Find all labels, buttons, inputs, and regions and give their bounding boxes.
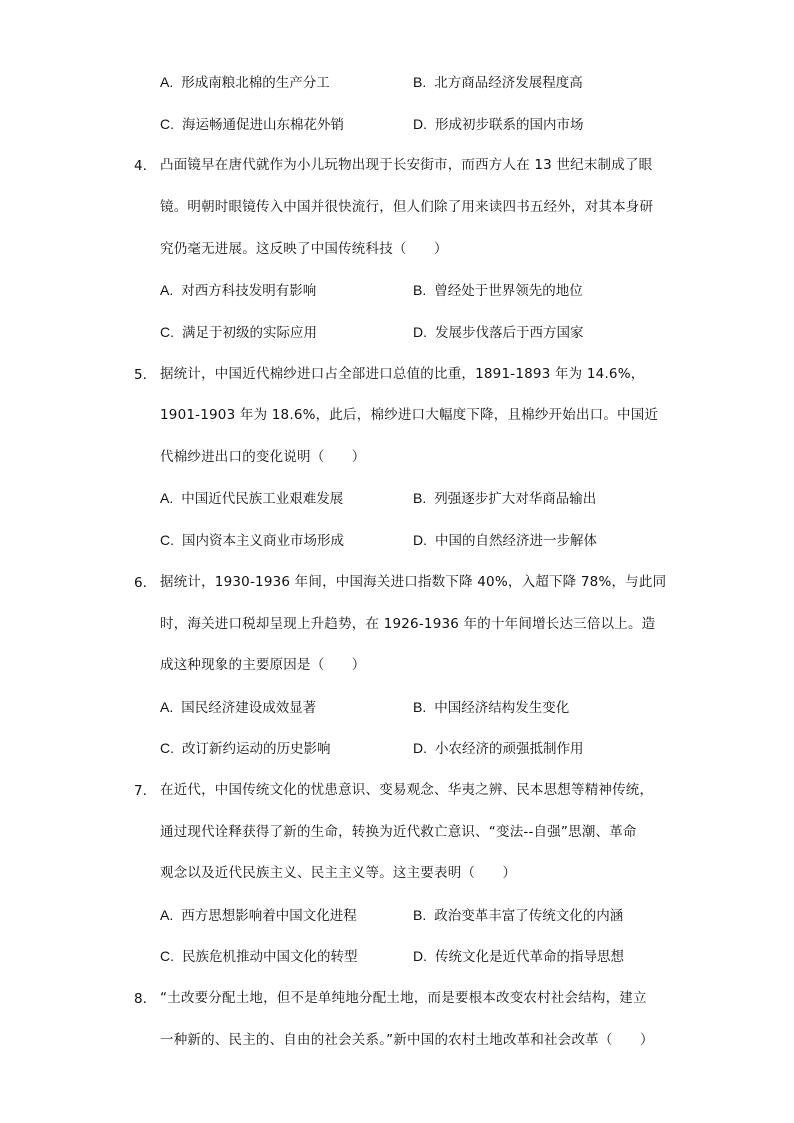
option-text: 政治变革丰富了传统文化的内涵 (434, 908, 624, 924)
option-text: 小农经济的顽强抵制作用 (435, 741, 584, 757)
option-text: 中国经济结构发生变化 (434, 700, 570, 716)
option-text: 形成南粮北棉的生产分工 (181, 75, 330, 91)
q4-option-a (160, 280, 316, 301)
q4-option-b (413, 280, 583, 301)
option-text: 对西方科技发明有影响 (181, 283, 317, 299)
option-text: 海运畅通促进山东棉花外销 (182, 117, 344, 133)
option-letter: C. (160, 324, 174, 340)
option-letter: C. (160, 116, 174, 132)
q6-number: 6. (134, 575, 147, 591)
option-text: 形成初步联系的国内市场 (435, 117, 584, 133)
q8-stem-line-1: “土改要分配土地，但不是单纯地分配土地，而是要根本改变农村社会结构，建立 (160, 990, 647, 1006)
option-letter: A. (160, 490, 174, 506)
option-text: 改订新约运动的历史影响 (182, 741, 331, 757)
q5-option-c (160, 530, 344, 551)
q4-stem-line-3: 究仍毫无进展。这反映了中国传统科技（ ） (160, 241, 448, 257)
option-letter: C. (160, 740, 174, 756)
q3-option-c (160, 114, 344, 135)
q5-stem-line-2: 1901-1903 年为 18.6%，此后，棉纱进口大幅度下降，且棉纱开始出口。中国近 (160, 407, 659, 423)
option-letter: B. (413, 282, 427, 298)
q6-option-d (413, 738, 584, 759)
option-letter: A. (160, 699, 174, 715)
option-text: 曾经处于世界领先的地位 (434, 283, 583, 299)
option-text: 北方商品经济发展程度高 (434, 75, 583, 91)
option-letter: D. (413, 116, 427, 132)
q5-option-a (160, 488, 343, 509)
option-letter: C. (160, 948, 174, 964)
option-letter: B. (413, 907, 427, 923)
q5-stem-line-1: 据统计，中国近代棉纱进口占全部进口总值的比重，1891-1893 年为 14.6%， (160, 366, 645, 382)
option-text: 国内资本主义商业市场形成 (182, 533, 344, 549)
q6-stem-line-2: 时，海关进口税却呈现上升趋势，在 1926-1936 年的十年间增长达三倍以上。造 (160, 616, 656, 632)
option-letter: D. (413, 948, 427, 964)
q6-option-b (413, 697, 569, 718)
option-text: 国民经济建设成效显著 (181, 700, 317, 716)
q4-option-d (413, 322, 584, 343)
q6-option-c (160, 738, 331, 759)
q7-stem-line-3: 观念以及近代民族主义、民主主义等。这主要表明（ ） (160, 865, 517, 881)
q4-stem-line-2: 镜。明朝时眼镜传入中国并很快流行，但人们除了用来读四书五经外，对其本身研 (160, 199, 654, 215)
option-letter: C. (160, 532, 174, 548)
option-letter: A. (160, 907, 174, 923)
option-letter: A. (160, 74, 174, 90)
q6-stem-line-3: 成这种现象的主要原因是（ ） (160, 657, 366, 673)
q5-number: 5. (134, 367, 147, 383)
q7-stem-line-2: 通过现代诠释获得了新的生命，转换为近代救亡意识、“变法--自强”思潮、革命 (160, 824, 637, 840)
option-letter: B. (413, 490, 427, 506)
q3-option-b (413, 72, 583, 93)
q4-number: 4. (134, 158, 147, 174)
option-letter: B. (413, 699, 427, 715)
q5-option-d (413, 530, 597, 551)
q8-number: 8. (134, 991, 147, 1007)
option-text: 西方思想影响着中国文化进程 (181, 908, 357, 924)
q7-option-d (413, 946, 624, 967)
option-text: 民族危机推动中国文化的转型 (182, 949, 358, 965)
option-letter: B. (413, 74, 427, 90)
q7-option-b (413, 905, 623, 926)
q3-option-a (160, 72, 330, 93)
q7-option-c (160, 946, 358, 967)
q4-option-c (160, 322, 317, 343)
option-text: 列强逐步扩大对华商品输出 (434, 491, 597, 507)
option-letter: A. (160, 282, 174, 298)
q7-number: 7. (134, 783, 147, 799)
q7-option-a (160, 905, 357, 926)
option-letter: D. (413, 532, 427, 548)
option-letter: D. (413, 324, 427, 340)
option-text: 中国的自然经济进一步解体 (435, 533, 597, 549)
q3-option-d (413, 114, 584, 135)
option-text: 中国近代民族工业艰难发展 (181, 491, 344, 507)
option-letter: D. (413, 740, 427, 756)
q6-stem-line-1: 据统计，1930-1936 年间，中国海关进口指数下降 40%，入超下降 78%，与此同 (160, 574, 667, 590)
q5-stem-line-3: 代棉纱进出口的变化说明（ ） (160, 449, 366, 465)
q5-option-b (413, 488, 596, 509)
option-text: 传统文化是近代革命的指导思想 (435, 949, 624, 965)
q7-stem-line-1: 在近代，中国传统文化的忧患意识、变易观念、华夷之辨、民本思想等精神传统， (160, 782, 654, 798)
q4-stem-line-1: 凸面镜早在唐代就作为小儿玩物出现于长安街市，而西方人在 13 世纪末制成了眼 (160, 157, 653, 173)
option-text: 发展步伐落后于西方国家 (435, 325, 584, 341)
q6-option-a (160, 697, 316, 718)
q8-stem-line-2: 一种新的、民主的、自由的社会关系。”新中国的农村土地改革和社会改革（ ） (160, 1032, 654, 1048)
option-text: 满足于初级的实际应用 (182, 325, 317, 341)
